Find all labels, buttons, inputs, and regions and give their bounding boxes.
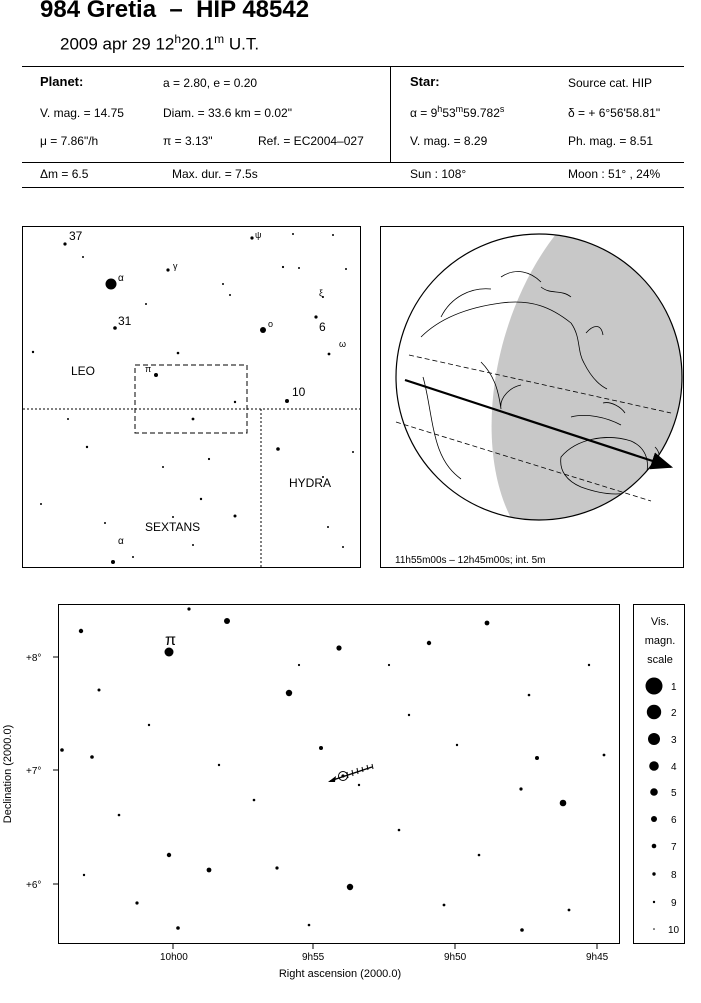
field-star — [520, 928, 524, 932]
planet-diameter: Diam. = 33.6 km = 0.02" — [163, 106, 292, 120]
field-star — [456, 744, 458, 746]
star-phmag: Ph. mag. = 8.51 — [568, 134, 654, 148]
magnitude-scale-svg — [634, 605, 685, 944]
field-star — [560, 800, 567, 807]
page-title: 984 Gretia – HIP 48542 — [40, 0, 310, 23]
event-datetime: 2009 apr 29 12$^h$20.1$^m$ U.T. — [60, 32, 260, 54]
field-star — [135, 901, 138, 904]
pi-leo-label: π — [165, 632, 177, 649]
sun-elongation: Sun : 108° — [410, 167, 467, 181]
star-31 — [113, 326, 117, 330]
field-star — [187, 607, 190, 610]
occultation-target — [328, 764, 373, 782]
star-alpha-leo — [106, 279, 117, 290]
star-source-catalog: Source cat. HIP — [568, 76, 653, 90]
field-star — [427, 641, 431, 645]
field-star — [336, 645, 341, 650]
star-label-gamma: γ — [173, 261, 178, 271]
star-label-omega: ω — [339, 339, 347, 349]
field-star — [286, 690, 292, 696]
finder-chart-svg — [59, 605, 620, 944]
scale-title — [645, 616, 676, 666]
field-star — [218, 764, 220, 766]
star-right-ascension: $\alpha = 9^h53^m59.782^s$ — [410, 104, 505, 120]
asteroid-path — [330, 767, 372, 781]
field-star — [98, 689, 101, 692]
field-star — [485, 621, 490, 626]
star-label-37: 37 — [69, 229, 83, 243]
region-label-hydra: HYDRA — [289, 476, 332, 490]
table-divider — [390, 66, 391, 162]
star-pi — [154, 373, 158, 377]
field-star — [118, 814, 121, 817]
svg-text:7: 7 — [671, 842, 677, 853]
magnitude-scale — [633, 604, 685, 944]
field-stars — [60, 607, 605, 931]
constellation-labels — [69, 229, 346, 547]
globe-svg — [381, 227, 684, 568]
star-vmag: V. mag. = 8.29 — [410, 134, 488, 148]
star-psi — [250, 236, 253, 239]
table-mid-rule — [22, 162, 684, 163]
region-label-sextans: SEXTANS — [145, 520, 201, 534]
field-star — [253, 799, 256, 802]
svg-text:magn.: magn. — [644, 635, 676, 647]
star-label-31: 31 — [118, 314, 132, 328]
field-star — [275, 866, 278, 869]
svg-text:8: 8 — [671, 870, 677, 881]
field-star — [148, 724, 150, 726]
star-37 — [63, 242, 66, 245]
field-star — [478, 854, 481, 857]
moon-info: Moon : 51° , 24% — [568, 167, 661, 181]
star-heading: Star: — [410, 74, 440, 89]
star-gamma — [166, 268, 169, 271]
field-star — [319, 746, 323, 750]
planet-orbit: a = 2.80, e = 0.20 — [163, 76, 258, 90]
star-omicron — [260, 327, 266, 333]
asteroid-path-arrowhead — [328, 776, 336, 782]
field-star — [603, 754, 606, 757]
x-tick: 9h55 — [302, 952, 325, 963]
finder-field-box — [135, 365, 247, 433]
field-star — [347, 884, 353, 890]
field-star — [408, 714, 410, 716]
svg-text:10: 10 — [668, 925, 680, 936]
svg-text:2: 2 — [671, 708, 677, 719]
field-star — [443, 904, 446, 907]
magnitude-drop: Δm = 6.5 — [40, 167, 89, 181]
star-label-omicron: ο — [268, 319, 274, 329]
svg-text:4: 4 — [671, 762, 677, 773]
field-star — [83, 874, 85, 876]
scale-labels — [668, 682, 680, 936]
svg-text:5: 5 — [671, 788, 677, 799]
field-star — [167, 853, 171, 857]
star-alpha-sex — [111, 560, 115, 564]
x-tick: 10h00 — [160, 952, 188, 963]
planet-parallax: π = 3.13" — [163, 134, 213, 148]
region-label-leo: LEO — [71, 364, 96, 378]
planet-motion: μ = 7.86"/h — [40, 134, 99, 148]
globe-panel — [380, 226, 684, 568]
field-star — [398, 829, 401, 832]
star-label-pi: π — [145, 364, 152, 374]
y-tick: +6° — [26, 880, 42, 891]
constellation-map-svg — [23, 227, 361, 568]
field-star — [519, 787, 522, 790]
constellation-map — [22, 226, 361, 568]
planet-heading: Planet: — [40, 74, 84, 89]
star-label-6: 6 — [319, 320, 326, 334]
star-label-10: 10 — [292, 385, 306, 399]
svg-text:3: 3 — [671, 735, 677, 746]
planet-reference: Ref. = EC2004–027 — [258, 134, 364, 148]
field-star — [90, 755, 94, 759]
svg-text:6: 6 — [671, 815, 677, 826]
star-6 — [314, 315, 317, 318]
field-star — [207, 868, 212, 873]
x-axis-label: Right ascension (2000.0) — [278, 968, 402, 980]
field-star — [176, 926, 180, 930]
svg-text:Vis.: Vis. — [650, 616, 670, 628]
field-star — [388, 664, 390, 666]
table-bottom-rule — [22, 187, 684, 188]
field-star — [224, 618, 230, 624]
star-label-alpha-leo: α — [118, 273, 124, 284]
y-tick: +7° — [26, 766, 42, 777]
star-10 — [285, 399, 289, 403]
y-axis-label: Declination (2000.0) — [2, 724, 14, 824]
planet-vmag: V. mag. = 14.75 — [40, 106, 124, 120]
field-star — [528, 694, 531, 697]
field-star — [535, 756, 539, 760]
star-omega — [328, 353, 331, 356]
svg-text:9: 9 — [671, 898, 677, 909]
star-label-alpha-sex: α — [118, 536, 124, 547]
table-top-rule — [22, 66, 684, 67]
field-star — [60, 748, 64, 752]
y-tick: +8° — [26, 653, 42, 664]
x-tick: 9h50 — [444, 952, 467, 963]
finder-chart — [58, 604, 620, 944]
globe-time-caption: 11h55m00s – 12h45m00s; int. 5m — [395, 555, 546, 566]
field-star — [308, 924, 311, 927]
field-star — [79, 629, 83, 633]
field-star — [568, 909, 571, 912]
field-star — [358, 784, 360, 786]
star-label-psi: ψ — [255, 230, 262, 240]
star-declination: δ = + 6°56'58.81" — [568, 106, 661, 120]
star-label-xi: ξ — [319, 288, 324, 298]
max-duration: Max. dur. = 7.5s — [172, 167, 258, 181]
field-star — [588, 664, 590, 666]
x-tick: 9h45 — [586, 952, 609, 963]
svg-text:1: 1 — [671, 682, 677, 693]
constellation-stars — [32, 233, 354, 564]
svg-text:scale: scale — [647, 654, 673, 666]
field-star — [298, 664, 300, 666]
scale-dots — [646, 678, 663, 930]
